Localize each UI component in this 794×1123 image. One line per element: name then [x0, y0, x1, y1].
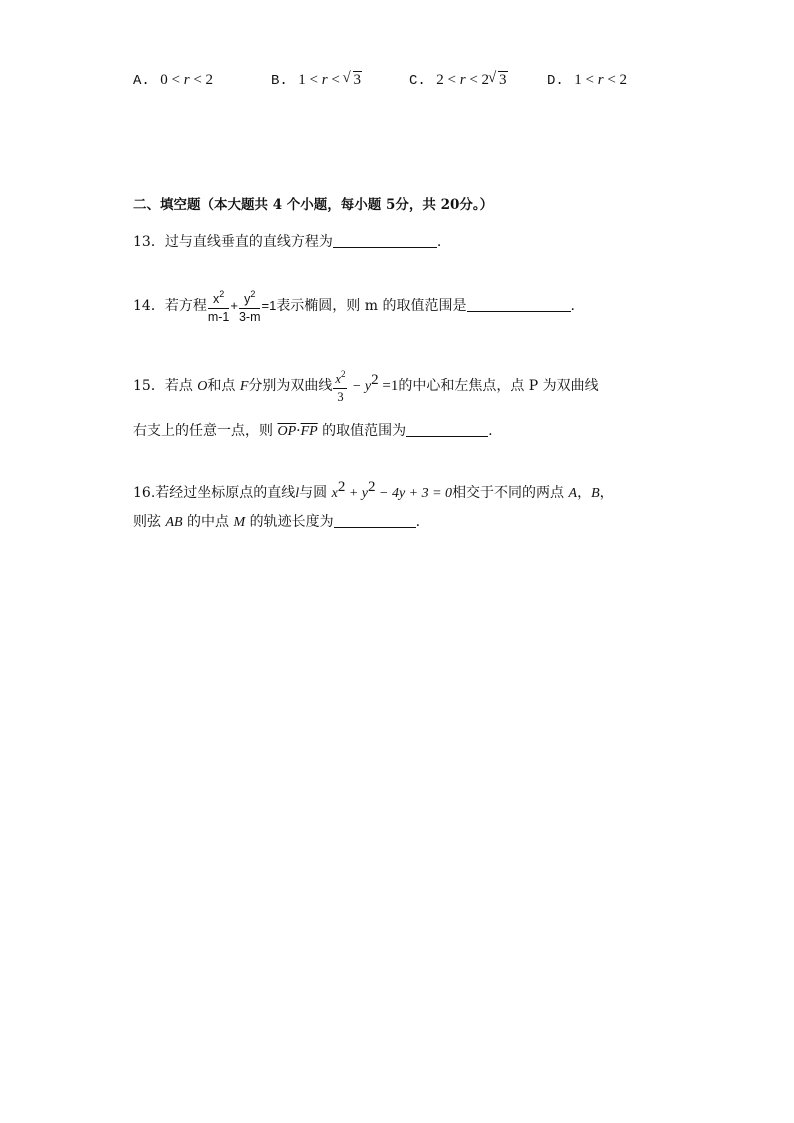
option-c	[409, 72, 508, 89]
question-text: 的轨迹长度为	[245, 514, 334, 530]
option-var: r	[597, 72, 604, 88]
question-16-continued: 则弦 AB 的中点 M 的轨迹长度为 .	[133, 514, 421, 530]
section-title: 二、填空题（本大题共 4 个小题，每小题 5分，共 20分。）	[133, 197, 494, 213]
option-d	[547, 72, 627, 89]
answer-blank[interactable]	[467, 297, 571, 312]
answer-blank[interactable]	[333, 233, 437, 248]
question-text: 相交于不同的两点	[452, 485, 569, 501]
option-var: r	[183, 72, 190, 88]
question-text: 的中心和左焦点，点 P 为双曲线	[398, 378, 599, 394]
sqrt-symbol: √ 3	[489, 72, 508, 89]
question-13: 13．过与直线垂直的直线方程为 .	[133, 234, 442, 250]
vector-op: $\overline{OP}$	[277, 424, 297, 439]
question-text: 右支上的任意一点，则	[133, 423, 278, 439]
question-text: 表示椭圆，则 m 的取值范围是	[276, 298, 467, 314]
option-letter: A.	[133, 73, 150, 89]
option-expr: 1 <	[298, 72, 322, 88]
fraction: $\frac{y^2}{3-m}$	[239, 286, 261, 326]
sqrt-symbol: √ 3	[344, 72, 363, 89]
vector-fp: $\overline{FP}$	[300, 424, 318, 439]
question-14: 14．若方程 $\frac{x^2}{m-1}$ + $\frac{y^2}{3-m}$ =1表示椭圆，则 m 的取值范围是 .	[133, 286, 575, 326]
option-var: r	[459, 72, 466, 88]
option-b	[271, 72, 362, 89]
option-expr: 2 <	[436, 72, 460, 88]
answer-blank[interactable]	[406, 422, 488, 437]
option-expr: <	[327, 72, 344, 88]
question-text: 14．若方程	[133, 298, 207, 314]
question-text: 则弦	[133, 514, 166, 530]
option-expr: 1 <	[574, 72, 598, 88]
option-letter: C.	[409, 73, 426, 89]
question-text: 15．若点	[133, 378, 198, 394]
answer-blank[interactable]	[334, 513, 416, 528]
option-a	[133, 72, 213, 89]
option-expr: < 2	[465, 72, 490, 88]
fraction: $\frac{x^2}{m-1}$	[208, 286, 230, 326]
option-expr: 0 <	[160, 72, 184, 88]
option-letter: D.	[547, 73, 564, 89]
option-var: r	[321, 72, 328, 88]
option-expr: < 2	[603, 72, 628, 88]
question-text: 13．过与直线垂直的直线方程为	[133, 234, 333, 250]
fraction: $\frac{x^2}{3}$	[333, 366, 347, 406]
question-16: 16.若经过坐标原点的直线l与圆 $x^2 + y^2 - 4y + 3 = 0$相交于不同的两点 A，B，	[133, 479, 614, 501]
question-text: 的取值范围为	[317, 423, 407, 439]
question-text: 16.若经过坐标原点的直线	[133, 485, 296, 501]
option-letter: B.	[271, 73, 288, 89]
option-expr: < 2	[189, 72, 214, 88]
question-15: 15．若点 O和点 F分别为双曲线 $\frac{x^2}{3}$ − $y^2 =1$的中心和左焦点，点 P 为双曲线	[133, 360, 599, 407]
question-15-continued: 右支上的任意一点，则 $\overline{OP}\cdot\overline{FP}$ 的取值范围为 .	[133, 423, 493, 439]
